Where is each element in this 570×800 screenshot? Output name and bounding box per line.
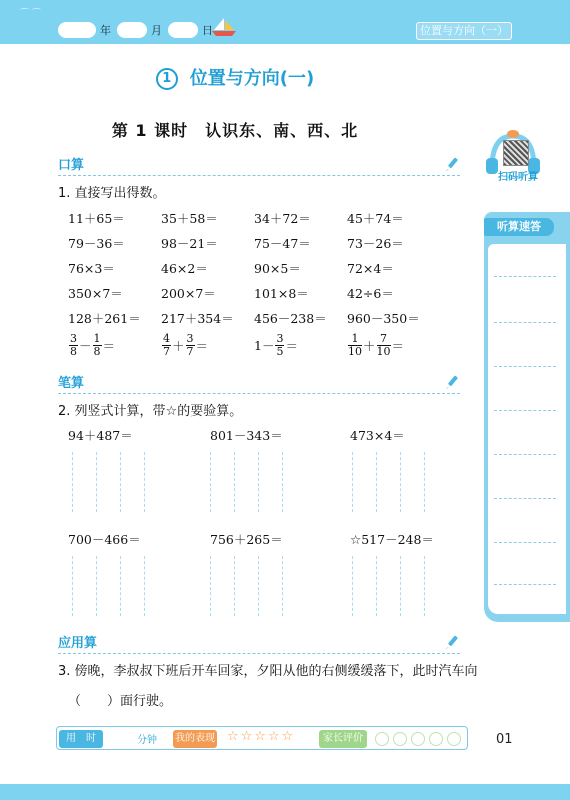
dictation-panel bbox=[484, 212, 570, 622]
fraction-numerator: 4 bbox=[163, 332, 170, 345]
fraction-denominator: 10 bbox=[376, 345, 391, 358]
year-field[interactable] bbox=[58, 22, 96, 38]
question-2-title: 2. 列竖式计算，带☆的要验算。 bbox=[58, 404, 243, 419]
oral-row bbox=[68, 234, 440, 252]
qr-label: 扫码听算 bbox=[498, 172, 538, 183]
work-area-grid[interactable] bbox=[72, 452, 152, 512]
question-3-line-2: （ ）面行驶。 bbox=[68, 694, 173, 709]
fraction-numerator: 1 bbox=[93, 332, 101, 345]
fraction-item bbox=[347, 333, 440, 358]
oral-item: 35＋58＝ bbox=[161, 211, 218, 226]
applied-section-label: 应用算 bbox=[58, 636, 98, 651]
time-label: 用 时 bbox=[59, 730, 103, 748]
work-area-grid[interactable] bbox=[210, 556, 290, 616]
oral-row bbox=[68, 209, 440, 227]
smiley-icon[interactable] bbox=[447, 732, 461, 746]
bottom-band bbox=[0, 784, 570, 800]
operator: ＋ bbox=[363, 338, 376, 354]
question-3-line-1: 3. 傍晚，李叔叔下班后开车回家，夕阳从他的右侧缓缓落下，此时汽车向 bbox=[58, 664, 478, 679]
fraction-item bbox=[161, 333, 254, 358]
oral-item: 73－26＝ bbox=[347, 236, 404, 251]
oral-item: 75－47＝ bbox=[254, 236, 311, 251]
birds-icon: ⌒ ⌒ bbox=[20, 9, 41, 19]
oral-item: 76×3＝ bbox=[68, 261, 115, 276]
oral-item: 217＋354＝ bbox=[161, 311, 234, 326]
fraction-denominator: 8 bbox=[70, 345, 77, 358]
oral-item: 128＋261＝ bbox=[68, 311, 141, 326]
work-area-grid[interactable] bbox=[352, 556, 432, 616]
oral-item: 456－238＝ bbox=[254, 311, 327, 326]
operator: － bbox=[79, 338, 92, 354]
lesson-title: 第 1 课时 认识东、南、西、北 bbox=[111, 121, 359, 140]
sailboat-icon bbox=[210, 16, 238, 38]
written-problem: 756＋265＝ bbox=[210, 532, 283, 547]
dictation-answer-sheet[interactable] bbox=[488, 244, 566, 614]
fraction-numerator: 3 bbox=[186, 332, 194, 345]
oral-section-label: 口算 bbox=[58, 158, 85, 173]
written-problem: 700－466＝ bbox=[68, 532, 141, 547]
oral-item: 350×7＝ bbox=[68, 286, 123, 301]
fraction-denominator: 5 bbox=[276, 345, 284, 358]
fraction-numerator: 3 bbox=[276, 332, 284, 345]
minutes-label: 分钟 bbox=[137, 735, 157, 746]
equals: ＝ bbox=[391, 338, 405, 354]
oral-row bbox=[68, 284, 440, 302]
written-problem: ☆517－248＝ bbox=[350, 532, 434, 547]
day-label: 日 bbox=[202, 24, 213, 37]
page-number: 01 bbox=[496, 732, 513, 747]
top-banner bbox=[0, 0, 570, 44]
oral-item: 98－21＝ bbox=[161, 236, 218, 251]
operator: ＋ bbox=[172, 338, 185, 354]
written-problem: 801－343＝ bbox=[210, 428, 283, 443]
fraction-denominator: 8 bbox=[93, 345, 101, 358]
year-label: 年 bbox=[100, 24, 111, 37]
applied-section-header bbox=[58, 632, 460, 654]
month-field[interactable] bbox=[117, 22, 147, 38]
smiley-icon[interactable] bbox=[411, 732, 425, 746]
oral-row bbox=[68, 259, 440, 277]
oral-section-header bbox=[58, 154, 460, 176]
star-rating[interactable]: ☆☆☆☆☆ bbox=[227, 729, 296, 744]
qr-code-icon[interactable] bbox=[503, 140, 529, 166]
dictation-panel-title: 听算速答 bbox=[484, 218, 554, 236]
written-section-header bbox=[58, 372, 460, 394]
chapter-tag: 位置与方向（一） bbox=[416, 22, 512, 40]
smiley-icon[interactable] bbox=[393, 732, 407, 746]
fraction-numerator: 7 bbox=[380, 332, 388, 345]
date-fields bbox=[58, 22, 217, 38]
pencil-icon bbox=[444, 374, 460, 390]
fraction-denominator: 10 bbox=[348, 345, 362, 358]
evaluation-bar bbox=[56, 726, 468, 750]
day-field[interactable] bbox=[168, 22, 198, 38]
work-area-grid[interactable] bbox=[210, 452, 290, 512]
oral-item: 46×2＝ bbox=[161, 261, 208, 276]
smiley-icon[interactable] bbox=[429, 732, 443, 746]
whole-number: 1 bbox=[254, 338, 262, 353]
oral-item: 101×8＝ bbox=[254, 286, 309, 301]
work-area-grid[interactable] bbox=[352, 452, 432, 512]
equals: ＝ bbox=[285, 338, 298, 354]
equals: ＝ bbox=[195, 338, 209, 354]
fraction-item bbox=[254, 333, 347, 358]
parent-review-label: 家长评价 bbox=[319, 730, 367, 748]
work-area-grid[interactable] bbox=[72, 556, 152, 616]
unit-title-text: 位置与方向(一) bbox=[189, 68, 315, 89]
oral-item: 34＋72＝ bbox=[254, 211, 311, 226]
equals: ＝ bbox=[102, 338, 116, 354]
unit-title bbox=[0, 64, 470, 90]
written-problem: 94＋487＝ bbox=[68, 428, 133, 443]
oral-item: 960－350＝ bbox=[347, 311, 420, 326]
fraction-denominator: 7 bbox=[186, 345, 194, 358]
fraction-item bbox=[68, 333, 161, 358]
question-1-title: 1. 直接写出得数。 bbox=[58, 186, 166, 201]
oral-item: 79－36＝ bbox=[68, 236, 125, 251]
oral-item: 45＋74＝ bbox=[347, 211, 404, 226]
oral-fraction-row bbox=[68, 333, 440, 358]
fraction-denominator: 7 bbox=[163, 345, 170, 358]
fraction-numerator: 3 bbox=[70, 332, 77, 345]
oral-item: 90×5＝ bbox=[254, 261, 301, 276]
oral-item: 42÷6＝ bbox=[347, 286, 394, 301]
fraction-numerator: 1 bbox=[351, 332, 359, 345]
written-section-label: 笔算 bbox=[58, 376, 85, 391]
pencil-icon bbox=[444, 634, 460, 650]
unit-number: 1 bbox=[156, 68, 178, 90]
oral-item: 200×7＝ bbox=[161, 286, 216, 301]
operator: － bbox=[261, 338, 275, 354]
month-label: 月 bbox=[151, 24, 162, 37]
written-problem: 473×4＝ bbox=[350, 428, 405, 443]
smiley-icon[interactable] bbox=[375, 732, 389, 746]
performance-label: 我的表现 bbox=[173, 730, 217, 748]
pencil-icon bbox=[444, 156, 460, 172]
oral-row bbox=[68, 309, 440, 327]
oral-item: 72×4＝ bbox=[347, 261, 394, 276]
oral-item: 11＋65＝ bbox=[68, 211, 125, 226]
smiley-rating[interactable] bbox=[375, 732, 461, 746]
